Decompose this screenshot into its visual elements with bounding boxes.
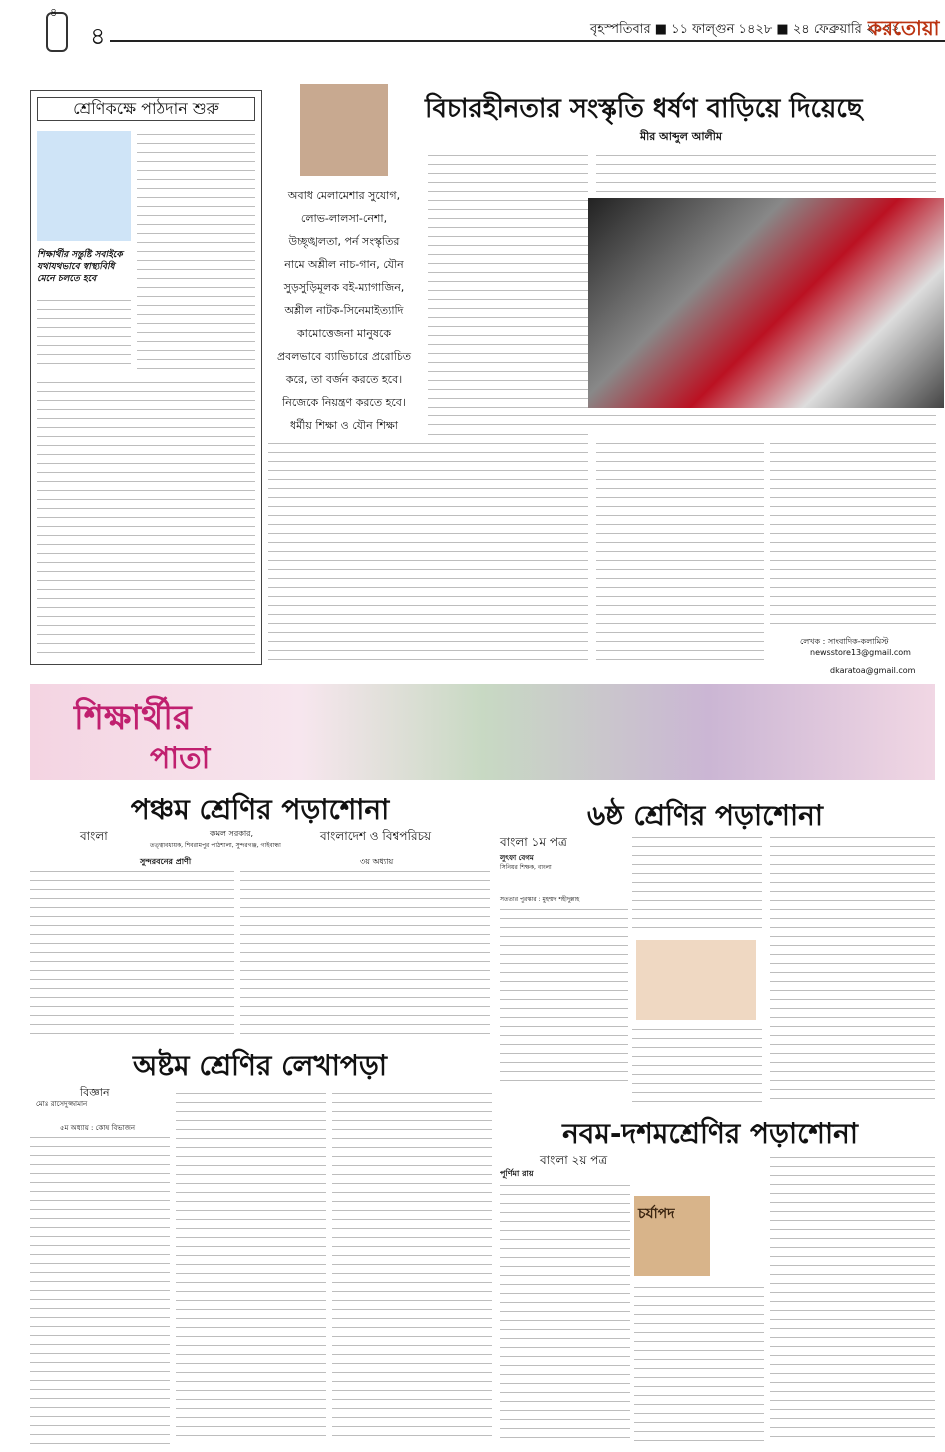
banner-title-2: পাতা — [150, 741, 211, 776]
author-note: লেখক : সাংবাদিক-কলামিস্ট — [800, 637, 889, 646]
feature-body-col-0 — [268, 440, 428, 662]
class910-subject: বাংলা ২য় পত্র — [540, 1153, 608, 1167]
class6-col-3 — [770, 834, 935, 1106]
class8-chapter: ৫ম অধ্যায় : কোষ বিভাজন — [60, 1124, 136, 1132]
students-banner — [30, 684, 935, 780]
article-title: শ্রেণিকক্ষে পাঠদান শুরু — [37, 97, 255, 121]
class6-school: সিনিয়র শিক্ষক, বাংলা — [500, 864, 552, 871]
banner-title-1: শিক্ষার্থীর — [74, 698, 192, 738]
class6-teacher: লুৎফা বেগম — [500, 854, 534, 862]
feature-byline: মীর আব্দুল আলীম — [640, 130, 722, 143]
newspaper-brand: করতোয়া — [868, 16, 940, 40]
author-email: newsstore13@gmail.com — [810, 648, 911, 657]
header-rule — [110, 40, 945, 42]
pullquote-line: প্রবলভাবে ব্যাভিচারে প্ররোচিত — [276, 350, 412, 363]
class8-col-2 — [176, 1090, 326, 1444]
class910-col-1 — [500, 1182, 630, 1444]
class5-title: পঞ্চম শ্রেণির পড়াশোনা — [130, 793, 390, 826]
page-number: ৪ — [90, 22, 106, 50]
class910-col-3 — [770, 1154, 935, 1444]
pullquote-line: অশ্লীল নাটক-সিনেমাইত্যাদি — [284, 304, 404, 317]
class910-title: নবম-দশমশ্রেণির পড়াশোনা — [562, 1117, 858, 1150]
class6-col-2-top — [632, 834, 762, 934]
feature-body-col-3 — [596, 440, 764, 662]
feature-body-strip — [428, 412, 936, 432]
class6-col-2-bottom — [632, 1026, 762, 1106]
feature-body-col-2-top — [596, 152, 936, 192]
feature-body-col-1 — [428, 152, 588, 662]
class8-col-1 — [30, 1134, 170, 1444]
class8-teacher: মোঃ রাসেদুজ্জামান — [36, 1100, 88, 1108]
pullquote-line: লোভ-লালসা-নেশা, — [300, 212, 388, 225]
pullquote-line: সুড়সুড়িমূলক বই-ম্যাগাজিন, — [283, 281, 405, 294]
class5-body-left — [30, 868, 234, 1036]
pullquote-line: ধর্মীয় শিক্ষা ও যৌন শিক্ষা — [289, 419, 398, 432]
book-label: চর্যাপদ — [638, 1206, 675, 1222]
class6-illustration — [636, 940, 756, 1020]
issue-date: বৃহস্পতিবার ■ ১১ ফাল্গুন ১৪২৮ ■ ২৪ ফেব্রুয়ারি ২০২২ — [590, 22, 900, 37]
class910-teacher: পূর্ণিমা রায় — [500, 1169, 534, 1178]
class-started-article — [30, 90, 262, 665]
feature-body-col-4 — [770, 440, 936, 630]
page-header — [0, 0, 945, 66]
class5-chapter: ৩য় অধ্যায় — [360, 857, 394, 866]
feature-headline: বিচারহীনতার সংস্কৃতি ধর্ষণ বাড়িয়ে দিয়েছে — [425, 94, 863, 124]
pullquote-line: অবাধ মেলামেশার সুযোগ, — [287, 189, 401, 202]
class6-lesson: সততার পুরস্কার : মুহম্মদ শহীদুল্লাহ — [500, 896, 580, 903]
book-cover — [634, 1196, 710, 1276]
class8-col-3 — [332, 1090, 492, 1444]
section-mark-label: ৪ — [50, 6, 58, 19]
class910-col-2 — [634, 1284, 764, 1444]
pullquote-line: কামোত্তেজনা মানুষকে — [296, 327, 392, 340]
class5-subject-1: বাংলা — [80, 829, 108, 843]
feature-artwork — [588, 198, 944, 408]
article-body-1 — [137, 131, 255, 371]
class5-lesson: সুন্দরবনের প্রাণী — [140, 857, 192, 866]
pullquote-line: নিজেকে নিয়ন্ত্রণ করতে হবে। — [282, 396, 406, 409]
class5-body-right — [240, 868, 490, 1036]
class5-school: তত্ত্বাবধায়ক, শিবরামপুর পাঠশালা, সুন্দরগঞ্জ, গাইবান্ধা — [150, 842, 281, 849]
class5-subject-2: বাংলাদেশ ও বিশ্বপরিচয় — [320, 829, 432, 843]
pullquote-line: উচ্ছৃঙ্খলতা, পর্ন সংস্কৃতির — [288, 235, 400, 248]
classroom-illustration — [37, 131, 131, 241]
class8-title: অষ্টম শ্রেণির লেখাপড়া — [133, 1049, 387, 1082]
pullquote-line: নামে অশ্লীল নাচ-গান, যৌন — [284, 258, 404, 271]
class6-subject: বাংলা ১ম পত্র — [500, 835, 567, 849]
class5-teacher: কমল সরকার, — [210, 829, 254, 838]
class6-col-1 — [500, 906, 628, 1086]
article-body-2 — [37, 297, 131, 371]
article-body-3 — [37, 379, 255, 659]
class6-title: ৬ষ্ঠ শ্রেণির পড়াশোনা — [587, 799, 823, 832]
paper-email: dkaratoa@gmail.com — [830, 666, 916, 675]
class8-subject: বিজ্ঞান — [80, 1086, 110, 1099]
article-caption: শিক্ষার্থীর সন্তুষ্টি সবাইকে যথাযথভাবে স্বাস্থ্যবিধি মেনে চলতে হবে — [37, 250, 123, 284]
pullquote-line: করে, তা বর্জন করতে হবে। — [285, 373, 403, 386]
author-photo — [300, 84, 388, 176]
